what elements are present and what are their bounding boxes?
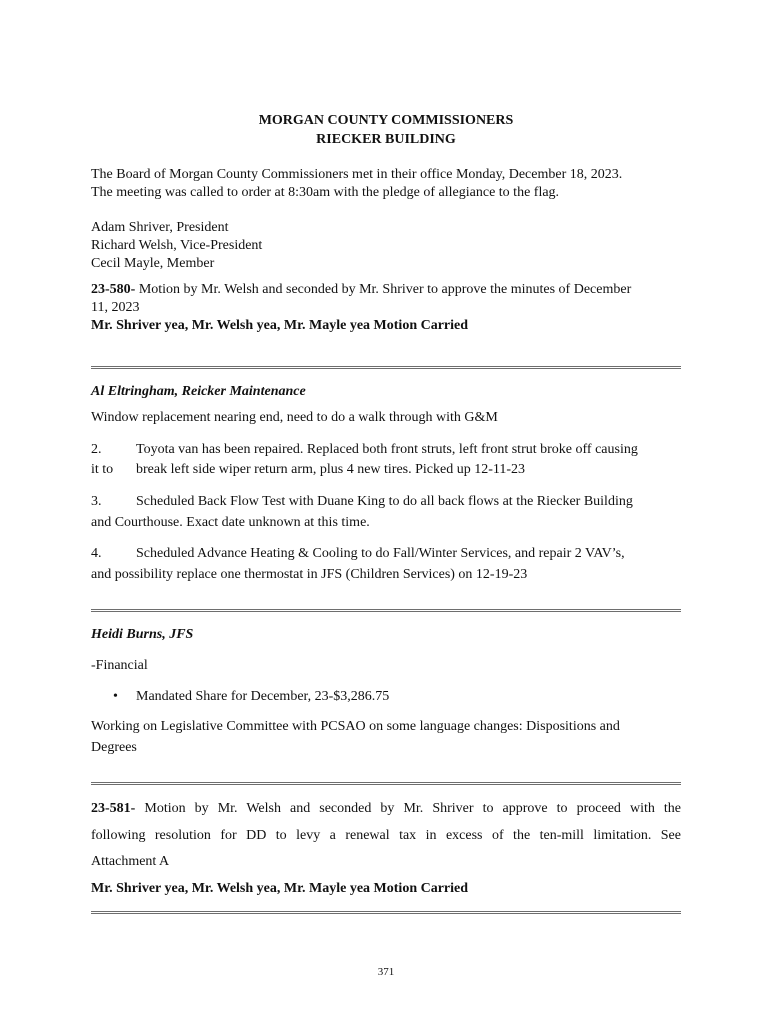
item-2-line-2: break left side wiper return arm, plus 4 new tires. Picked up 12-11-23 [136, 462, 526, 477]
section-divider [91, 911, 681, 914]
section-divider [91, 609, 681, 612]
motion-581-line-1 [91, 800, 681, 818]
motion-581-vote: Mr. Shriver yea, Mr. Welsh yea, Mr. Mayle yea Motion Carried [91, 881, 469, 896]
item-3-line-2: and Courthouse. Exact date unknown at this time. [91, 515, 370, 530]
section-divider [91, 782, 681, 785]
bullet-glyph: • [113, 689, 118, 704]
attendees-list [91, 219, 681, 273]
jfs-working-paragraph [91, 718, 681, 757]
item-2-line-1: Toyota van has been repaired. Replaced both front struts, left front strut broke off causing [136, 442, 638, 457]
maintenance-heading [91, 383, 681, 401]
motion-581-text: Motion by Mr. Welsh and seconded by Mr. Shriver to approve to proceed with the [135, 801, 681, 816]
motion-580-text: Motion by Mr. Welsh and seconded by Mr. Shriver to approve the minutes of December [135, 282, 632, 297]
item-4-line-1: Scheduled Advance Heating & Cooling to do Fall/Winter Services, and repair 2 VAV’s, [136, 546, 625, 561]
motion-580-line-1 [91, 281, 681, 299]
item-4-number: 4. [91, 546, 102, 561]
document-page [91, 0, 681, 1024]
bullet-text: Mandated Share for December, 23-$3,286.75 [136, 689, 390, 704]
motion-581-line-2: following resolution for DD to levy a renewal tax in excess of the ten-mill limitation. See [91, 828, 681, 843]
attendee-president: Adam Shriver, President [91, 220, 229, 235]
maintenance-item-4 [91, 545, 681, 584]
jfs-heading [91, 626, 681, 644]
page-number: 371 [377, 966, 395, 978]
item-3-line-1: Scheduled Back Flow Test with Duane King to do all back flows at the Riecker Building [136, 494, 633, 509]
motion-23-581 [91, 800, 681, 871]
attendee-member: Cecil Mayle, Member [91, 256, 215, 271]
item-2-number: 2. [91, 442, 102, 457]
jfs-financial: -Financial [91, 658, 148, 673]
motion-580-id: 23-580- [91, 282, 136, 297]
motion-580-line-2: 11, 2023 [91, 300, 140, 315]
header-title: MORGAN COUNTY COMMISSIONERS [258, 113, 514, 128]
maintenance-item-2 [91, 441, 681, 479]
jfs-heading-text: Heidi Burns, JFS [91, 627, 194, 642]
header-subtitle: RIECKER BUILDING [316, 132, 456, 147]
motion-580-vote: Mr. Shriver yea, Mr. Welsh yea, Mr. Mayle yea Motion Carried [91, 318, 469, 333]
motion-581-line-3: Attachment A [91, 854, 170, 869]
document-header [91, 111, 681, 149]
working-line-2: Degrees [91, 740, 137, 755]
maintenance-item-3 [91, 493, 681, 532]
item-4-line-2: and possibility replace one thermostat in JFS (Children Services) on 12-19-23 [91, 567, 528, 582]
maintenance-item-1: Window replacement nearing end, need to do a walk through with G&M [91, 410, 498, 425]
intro-line-1: The Board of Morgan County Commissioners met in their office Monday, December 18, 2023. [91, 167, 623, 182]
section-divider [91, 366, 681, 369]
intro-paragraph [91, 166, 681, 202]
motion-581-id: 23-581- [91, 801, 136, 816]
working-line-1: Working on Legislative Committee with PCSAO on some language changes: Dispositions and [91, 719, 620, 734]
item-2-lead: it to [91, 462, 114, 477]
intro-line-2: The meeting was called to order at 8:30am with the pledge of allegiance to the flag. [91, 185, 560, 200]
item-3-number: 3. [91, 494, 102, 509]
motion-23-580 [91, 281, 681, 335]
maintenance-heading-text: Al Eltringham, Reicker Maintenance [91, 384, 306, 399]
attendee-vice-president: Richard Welsh, Vice-President [91, 238, 263, 253]
